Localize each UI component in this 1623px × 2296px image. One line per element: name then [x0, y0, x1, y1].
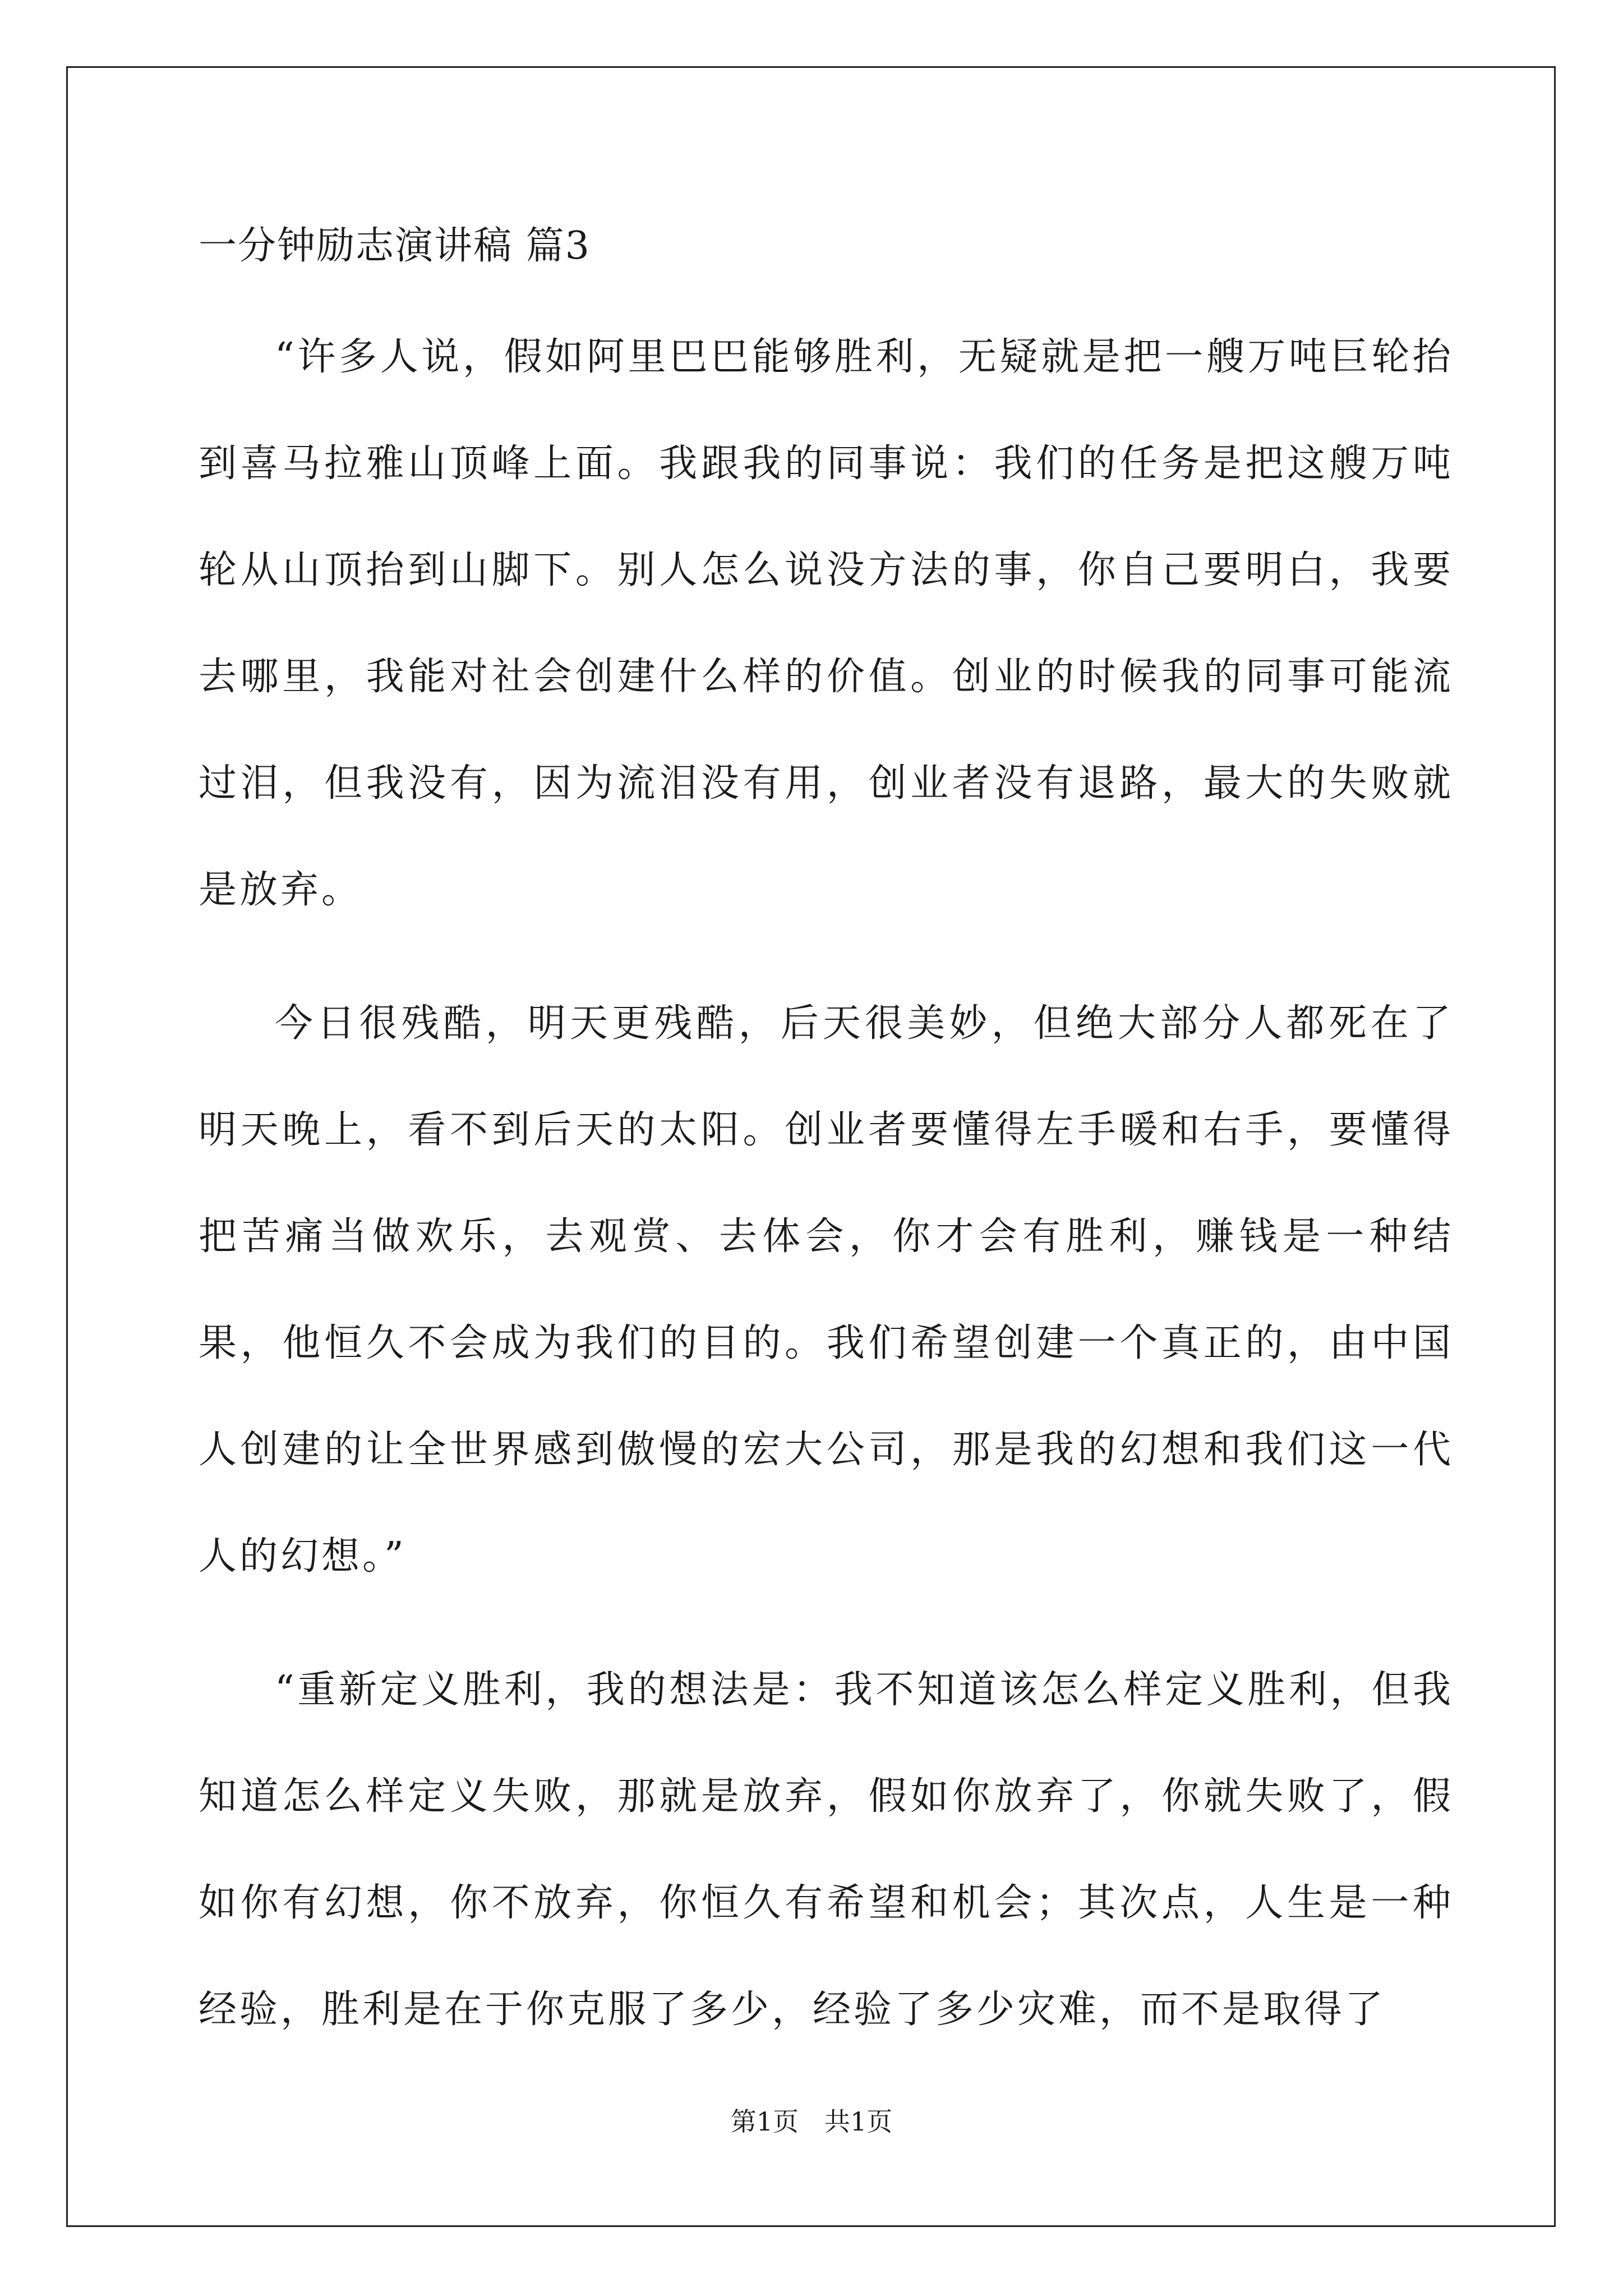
paragraph: “重新定义胜利，我的想法是：我不知道该怎么样定义胜利，但我知道怎么样定义失败，那就是放弃，假如你放弃了，你就失败了，假如你有幻想，你不放弃，你恒久有希望和机会；其次点，人生是一种经验，胜利是在于你克服了多少，经验了多少灾难，而不是取得了 — [199, 1668, 1454, 2032]
page-footer — [0, 2105, 1623, 2138]
document-title: 一分钟励志演讲稿 篇3 — [199, 224, 591, 268]
page-number-total: 共1页 — [824, 2106, 893, 2137]
paragraph: 今日很残酷，明天更残酷，后天很美妙，但绝大部分人都死在了明天晚上，看不到后天的太阳。创业者要懂得左手暖和右手，要懂得把苦痛当做欢乐，去观赏、去体会，你才会有胜利，赚钱是一种结果，他恒久不会成为我们的目的。我们希望创建一个真正的，由中国人创建的让全世界感到傲慢的宏大公司，那是我的幻想和我们这一代人的幻想。” — [199, 1001, 1454, 1579]
page-number-current: 第1页 — [730, 2106, 799, 2137]
document-body — [199, 209, 1454, 2063]
paragraph: “许多人说，假如阿里巴巴能够胜利，无疑就是把一艘万吨巨轮抬到喜马拉雅山顶峰上面。我跟我的同事说：我们的任务是把这艘万吨轮从山顶抬到山脚下。别人怎么说没方法的事，你自己要明白，我要去哪里，我能对社会创建什么样的价值。创业的时候我的同事可能流过泪，但我没有，因为流泪没有用，创业者没有退路，最大的失败就是放弃。 — [199, 335, 1454, 912]
